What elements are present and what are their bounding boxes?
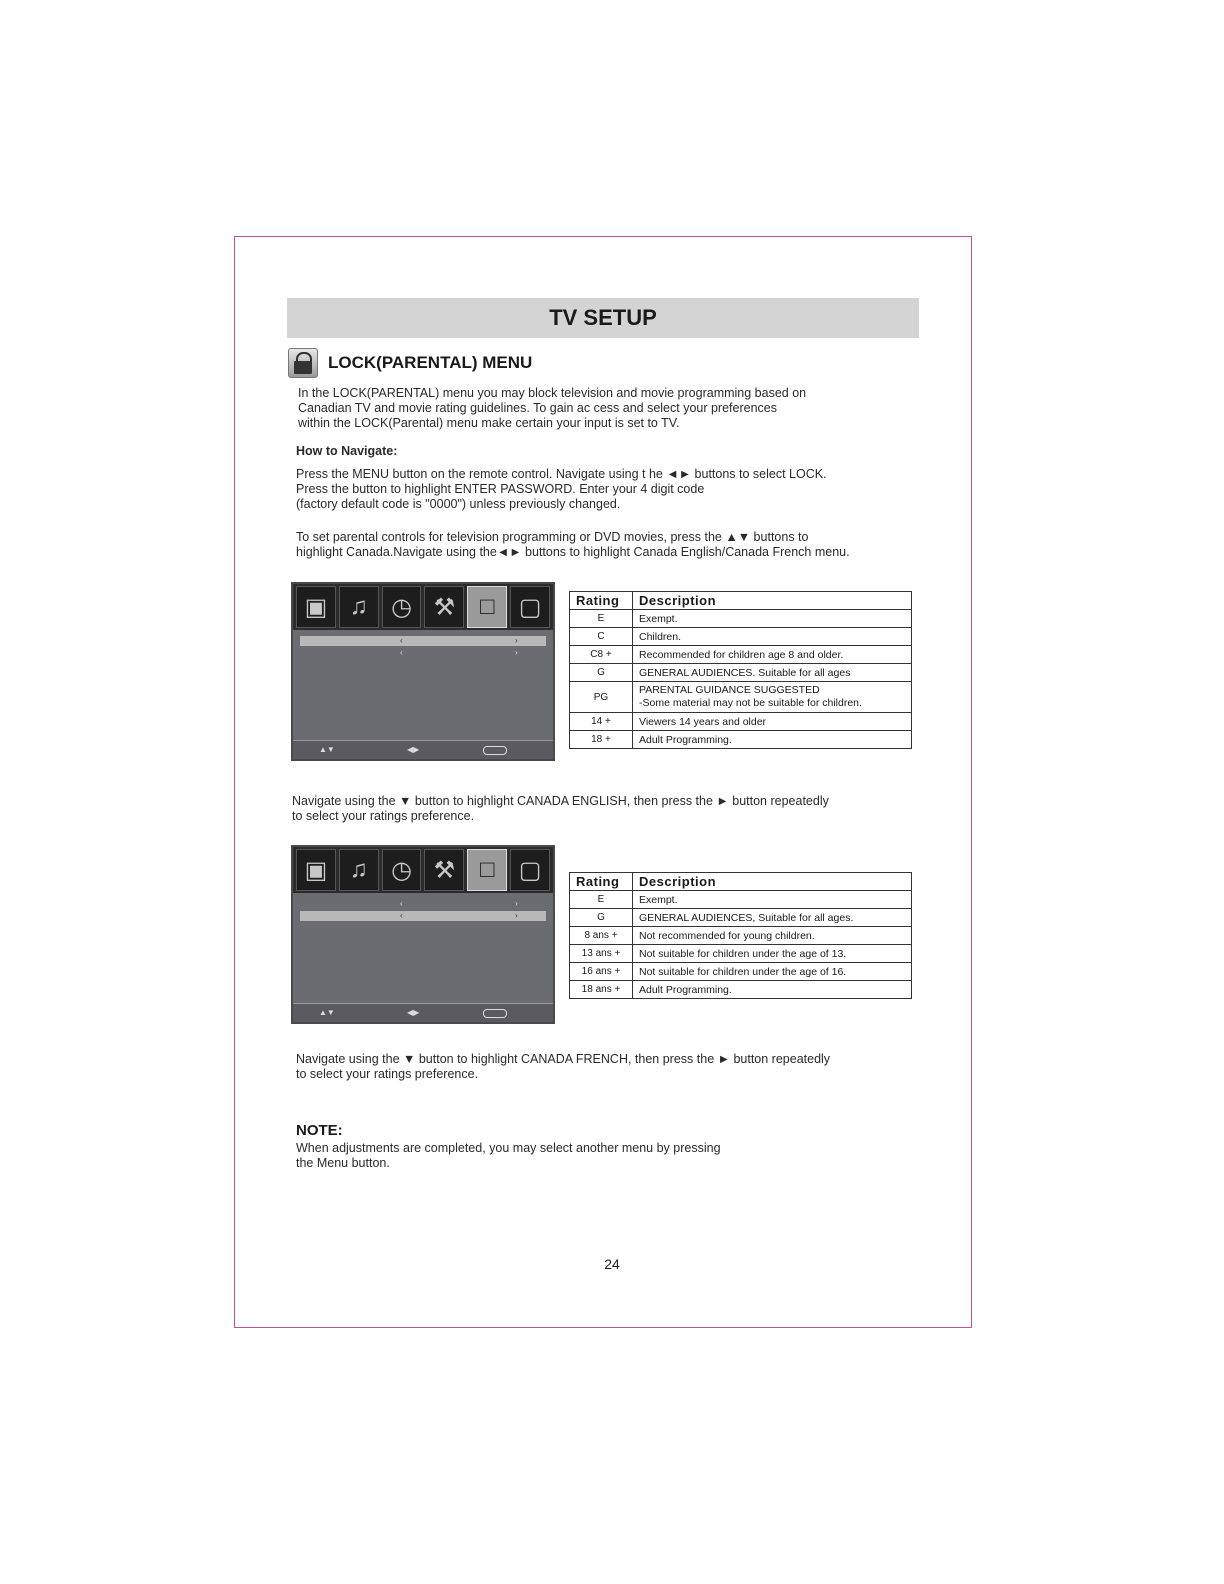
rating-table-french (569, 872, 912, 999)
tv-menu-icon-bar (293, 584, 553, 630)
table-row (570, 628, 912, 646)
description-line: -Some material may not be suitable for children. (639, 697, 862, 709)
rating-table-english (569, 591, 912, 749)
tv-menu-hint-bar (293, 740, 553, 759)
tv-menu-hint-bar (293, 1003, 553, 1022)
tools-icon[interactable]: ⚒ (424, 586, 464, 628)
table-row (570, 981, 912, 999)
tv-menu-icon-bar (293, 847, 553, 893)
description-cell: Not recommended for young children. (633, 927, 912, 945)
lock-icon[interactable]: □ (467, 586, 507, 628)
tv-menu-screen-2 (291, 845, 555, 1024)
description-header: Description (633, 873, 912, 891)
note-text: When adjustments are completed, you may select another menu by pressing the Menu button. (296, 1141, 721, 1170)
table-row (570, 646, 912, 664)
table-row (570, 664, 912, 682)
rating-cell: 18 ans + (570, 981, 633, 999)
up-down-hint-icon: ▲▼ (319, 1008, 335, 1017)
tv-menu-row[interactable]: ‹ › (400, 648, 518, 657)
monitor-icon[interactable]: ▢ (510, 586, 550, 628)
section-header (288, 348, 532, 378)
table-row (570, 909, 912, 927)
music-disc-icon[interactable]: ♫ (339, 586, 379, 628)
rating-cell: 14 + (570, 713, 633, 731)
menu-hint-icon (483, 1009, 507, 1018)
rating-header: Rating (570, 873, 633, 891)
description-cell: GENERAL AUDIENCES, Suitable for all ages. (633, 909, 912, 927)
clock-icon[interactable]: ◷ (382, 849, 422, 891)
tools-icon[interactable]: ⚒ (424, 849, 464, 891)
description-line: PARENTAL GUIDANCE SUGGESTED (639, 684, 820, 696)
table-row (570, 927, 912, 945)
description-cell: Adult Programming. (633, 981, 912, 999)
how-to-paragraph-2: To set parental controls for television programming or DVD movies, press the ▲▼ buttons to highlight Canada.Navigate using the◄► buttons to highlight Canada English/Canada French menu. (296, 530, 850, 559)
rating-cell: 8 ans + (570, 927, 633, 945)
description-cell: Not suitable for children under the age of 13. (633, 945, 912, 963)
description-cell: Exempt. (633, 891, 912, 909)
rating-cell: G (570, 664, 633, 682)
description-header: Description (633, 592, 912, 610)
rating-cell: 18 + (570, 731, 633, 749)
navigate-french-paragraph: Navigate using the ▼ button to highlight CANADA FRENCH, then press the ► button repeatedly to select your ratings preference. (296, 1052, 831, 1081)
how-to-paragraph-1: Press the MENU button on the remote control. Navigate using t he ◄► buttons to select LOCK. Press the button to highlight ENTER PASSWORD. Enter your 4 digit code (factory default code is "0000") unless previously changed. (296, 467, 827, 511)
how-to-heading: How to Navigate: (296, 444, 398, 458)
rating-cell: PG (570, 682, 633, 713)
rating-cell: G (570, 909, 633, 927)
rating-header: Rating (570, 592, 633, 610)
left-right-hint-icon: ◀▶ (407, 745, 420, 754)
description-cell: GENERAL AUDIENCES. Suitable for all ages (633, 664, 912, 682)
table-row (570, 610, 912, 628)
description-cell: Children. (633, 628, 912, 646)
page-title: TV SETUP (287, 298, 919, 338)
description-cell: Adult Programming. (633, 731, 912, 749)
menu-hint-icon (483, 746, 507, 755)
table-row (570, 731, 912, 749)
table-row (570, 713, 912, 731)
monitor-icon[interactable]: ▢ (510, 849, 550, 891)
description-cell: Viewers 14 years and older (633, 713, 912, 731)
rating-cell: E (570, 891, 633, 909)
navigate-english-paragraph: Navigate using the ▼ button to highlight CANADA ENGLISH, then press the ► button repeatedly to select your ratings preference. (292, 794, 829, 823)
rating-cell: 16 ans + (570, 963, 633, 981)
section-title: LOCK(PARENTAL) MENU (328, 353, 533, 372)
up-down-hint-icon: ▲▼ (319, 745, 335, 754)
lock-icon[interactable]: □ (467, 849, 507, 891)
table-row (570, 682, 912, 713)
description-cell: Not suitable for children under the age of 16. (633, 963, 912, 981)
note-heading: NOTE: (296, 1122, 343, 1139)
movie-camera-icon[interactable]: ▣ (296, 849, 336, 891)
rating-cell: C8 + (570, 646, 633, 664)
table-row (570, 963, 912, 981)
page-number: 24 (604, 1256, 620, 1272)
clock-icon[interactable]: ◷ (382, 586, 422, 628)
left-right-hint-icon: ◀▶ (407, 1008, 420, 1017)
lock-icon (288, 348, 318, 378)
description-cell: Recommended for children age 8 and older. (633, 646, 912, 664)
table-row (570, 945, 912, 963)
rating-cell: C (570, 628, 633, 646)
tv-menu-screen-1 (291, 582, 555, 761)
description-cell (633, 682, 912, 713)
movie-camera-icon[interactable]: ▣ (296, 586, 336, 628)
intro-paragraph: In the LOCK(PARENTAL) menu you may block television and movie programming based on Canadian TV and movie rating guidelines. To gain ac cess and select your preferences within the LOCK(Parental) menu make certain your input is set to TV. (298, 386, 807, 430)
tv-menu-row-highlighted[interactable]: ‹ › (300, 636, 546, 646)
tv-menu-row[interactable]: ‹ › (400, 899, 518, 908)
rating-cell: 13 ans + (570, 945, 633, 963)
rating-cell: E (570, 610, 633, 628)
description-cell: Exempt. (633, 610, 912, 628)
table-row (570, 891, 912, 909)
music-disc-icon[interactable]: ♫ (339, 849, 379, 891)
tv-menu-row-highlighted[interactable]: ‹ › (300, 911, 546, 921)
